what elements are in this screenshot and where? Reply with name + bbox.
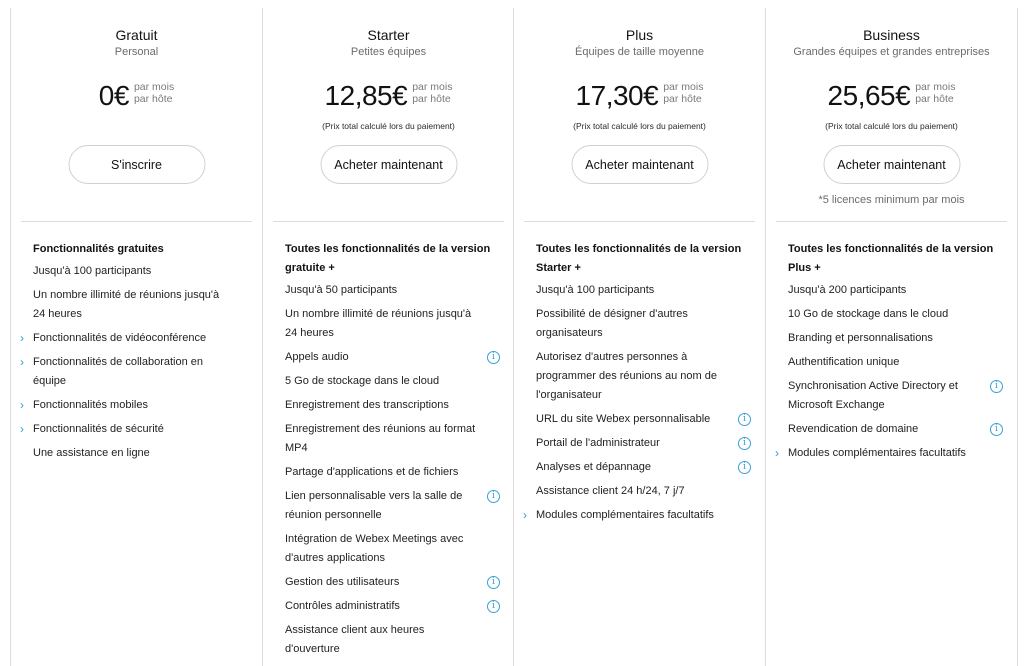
plan-name: Business [863,27,920,43]
signup-button[interactable]: S'inscrire [68,145,205,184]
feature-list [775,240,1003,468]
plan-subtitle: Petites équipes [350,46,427,58]
buy-now-button[interactable]: Acheter maintenant [320,145,457,184]
feature-label: Appels audio [285,351,349,363]
plan-column-plus [513,8,765,666]
feature-list-title: Toutes les fonctionnalités de la version gratuite + [285,243,491,274]
feature-item [536,434,751,453]
per-month-label: par mois [915,81,956,93]
divider [21,221,252,222]
info-icon[interactable]: i [487,600,500,613]
chevron-right-icon[interactable]: › [20,398,24,412]
feature-list-title: Toutes les fonctionnalités de la version Starter + [536,243,742,274]
feature-label: 5 Go de stockage dans le cloud [285,375,440,387]
feature-label: Fonctionnalités de collaboration en équipe [33,356,204,387]
chevron-right-icon[interactable]: › [775,446,779,460]
price-period [915,81,955,105]
feature-label: Contrôles administratifs [285,600,400,612]
feature-item [285,305,500,343]
plan-subtitle: Grandes équipes et grandes entreprises [793,46,990,58]
feature-label: Fonctionnalités de sécurité [33,423,164,435]
feature-item [285,597,500,616]
feature-item [536,458,751,477]
feature-label: Autorisez d'autres personnes à programmer des réunions au nom de l'organisateur [536,351,717,401]
feature-label: Branding et personnalisations [788,332,933,344]
per-month-label: par mois [412,81,453,93]
per-month-label: par mois [133,81,175,93]
price-note: (Prix total calculé lors du paiement) [573,121,706,131]
feature-item [536,348,751,405]
feature-item [285,530,500,568]
feature-label: Assistance client 24 h/24, 7 j/7 [536,485,685,497]
feature-label: Enregistrement des transcriptions [285,399,449,411]
feature-item [285,420,500,458]
feature-label: URL du site Webex personnalisable [536,413,711,425]
plan-header [263,8,514,222]
feature-item [285,372,500,391]
feature-label: Un nombre illimité de réunions jusqu'à 24 heures [285,308,472,339]
buy-now-button[interactable]: Acheter maintenant [823,145,960,184]
plan-price: 12,85€ [324,80,408,111]
feature-label: Modules complémentaires facultatifs [536,509,714,521]
feature-label: Gestion des utilisateurs [285,576,400,588]
minimum-licenses-note: *5 licences minimum par mois [818,194,965,206]
feature-label: 10 Go de stockage dans le cloud [788,308,949,320]
plan-column-business [765,8,1018,666]
price-row [11,80,262,112]
divider [524,221,755,222]
price-row [514,80,765,112]
feature-label: Un nombre illimité de réunions jusqu'à 24 heures [33,289,220,320]
feature-item [788,329,1003,348]
divider [273,221,504,222]
feature-item [536,281,751,300]
feature-item [285,396,500,415]
plan-name: Gratuit [115,27,158,43]
feature-item [285,487,500,525]
feature-list [20,240,248,468]
feature-label: Synchronisation Active Directory et Microsoft Exchange [788,380,958,411]
plan-price: 17,30€ [575,80,659,111]
feature-label: Jusqu'à 100 participants [33,265,152,277]
feature-label: Fonctionnalités de vidéoconférence [33,332,207,344]
feature-label: Portail de l'administrateur [536,437,660,449]
chevron-right-icon[interactable]: › [20,355,24,369]
feature-label: Assistance client aux heures d'ouverture [285,624,425,655]
chevron-right-icon[interactable]: › [20,422,24,436]
chevron-right-icon[interactable]: › [20,331,24,345]
info-icon[interactable]: i [738,413,751,426]
info-icon[interactable]: i [990,423,1003,436]
per-host-label: par hôte [133,93,173,105]
feature-item [788,353,1003,372]
feature-label: Enregistrement des réunions au format MP4 [285,423,476,454]
feature-label: Une assistance en ligne [33,447,150,459]
feature-item [33,286,248,324]
feature-label: Jusqu'à 50 participants [285,284,398,296]
feature-label: Jusqu'à 100 participants [536,284,655,296]
info-icon[interactable]: i [738,437,751,450]
plan-subtitle: Équipes de taille moyenne [574,46,705,58]
feature-label: Fonctionnalités mobiles [33,399,148,411]
price-period [134,81,174,105]
feature-item [788,281,1003,300]
per-host-label: par hôte [663,93,702,105]
feature-label: Lien personnalisable vers la salle de réunion personnelle [285,490,463,521]
plan-column-starter [262,8,514,666]
feature-item [285,281,500,300]
feature-item [788,420,1003,439]
plan-name: Plus [625,27,654,43]
feature-item[interactable] [523,506,751,525]
feature-label: Possibilité de désigner d'autres organisateurs [536,308,688,339]
feature-label: Analyses et dépannage [536,461,651,473]
feature-label: Partage d'applications et de fichiers [285,466,459,478]
feature-item[interactable] [20,353,248,391]
chevron-right-icon[interactable]: › [523,508,527,522]
feature-label: Modules complémentaires facultatifs [788,447,966,459]
price-row [263,80,514,112]
price-row [766,80,1017,112]
feature-item [788,377,1003,415]
plan-price: 25,65€ [827,80,911,111]
buy-now-button[interactable]: Acheter maintenant [571,145,708,184]
price-period [663,81,703,105]
info-icon[interactable]: i [487,490,500,503]
per-month-label: par mois [663,81,704,93]
per-host-label: par hôte [412,93,451,105]
plan-price: 0€ [98,80,129,111]
feature-list-title: Fonctionnalités gratuites [33,243,164,255]
feature-item[interactable] [20,396,248,415]
feature-label: Intégration de Webex Meetings avec d'autres applications [285,533,464,564]
feature-label: Authentification unique [788,356,900,368]
info-icon[interactable]: i [487,576,500,589]
feature-item [285,348,500,367]
info-icon[interactable]: i [990,380,1003,393]
feature-item [536,305,751,343]
feature-item [33,262,248,281]
feature-item [788,305,1003,324]
feature-item [536,410,751,429]
divider [776,221,1007,222]
feature-item[interactable] [20,420,248,439]
feature-list [285,240,500,664]
feature-label: Jusqu'à 200 participants [788,284,907,296]
feature-list [523,240,751,530]
price-period [412,81,452,105]
feature-item [285,463,500,482]
plan-column-gratuit [10,8,262,666]
feature-item [285,621,500,659]
info-icon[interactable]: i [738,461,751,474]
feature-list-title: Toutes les fonctionnalités de la version Plus + [788,243,994,274]
price-note: (Prix total calculé lors du paiement) [825,121,958,131]
feature-label: Revendication de domaine [788,423,919,435]
plan-name: Starter [367,27,410,43]
plan-header [11,8,262,222]
feature-item[interactable] [20,329,248,348]
plan-subtitle: Personal [114,46,159,58]
price-note: (Prix total calculé lors du paiement) [322,121,455,131]
feature-item [536,482,751,501]
per-host-label: par hôte [915,93,954,105]
plan-header [766,8,1017,222]
feature-item[interactable] [775,444,1003,463]
plan-header [514,8,765,222]
info-icon[interactable]: i [487,351,500,364]
feature-item [285,573,500,592]
feature-item [33,444,248,463]
